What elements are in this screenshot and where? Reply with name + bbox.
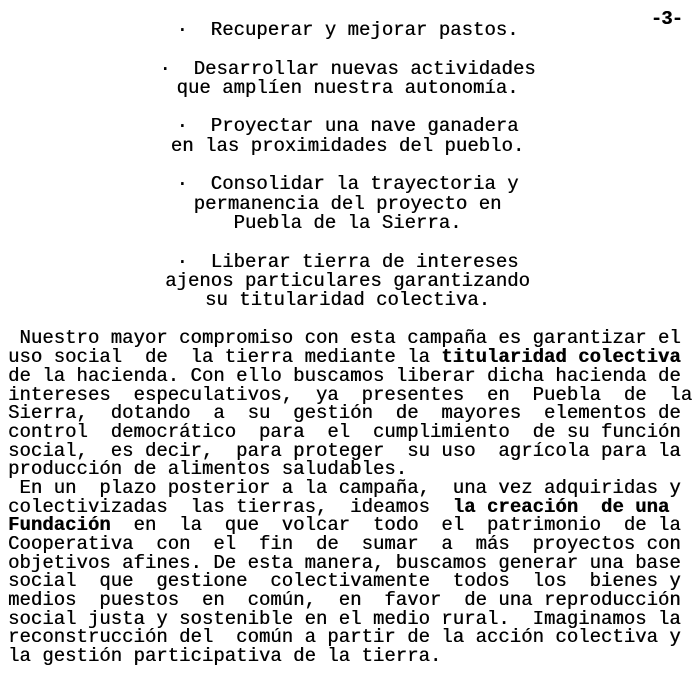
bullet-line: en las proximidades del pueblo. xyxy=(170,134,525,157)
text: medios puestos en común, en favor de una reproducción xyxy=(8,589,681,612)
bullet-item xyxy=(0,250,695,312)
bold-text: la creación de una xyxy=(452,495,670,518)
paragraph-line xyxy=(8,647,695,666)
text: de la hacienda. Con ello buscamos liberar dicha hacienda de xyxy=(8,364,681,387)
bullet-line: · Consolidar la trayectoria y xyxy=(176,173,519,196)
paragraph xyxy=(8,329,695,479)
text: Sierra, dotando a su gestión de mayores elementos de xyxy=(8,402,681,425)
bullet-line: · Liberar tierra de intereses xyxy=(176,250,519,273)
bold-text: titularidad colectiva xyxy=(441,346,681,369)
text: control democrático para el cumplimiento de su función xyxy=(8,420,681,443)
bullet-line: · Recuperar y mejorar pastos. xyxy=(176,19,519,41)
bullet-item xyxy=(0,175,695,233)
text: en la que volcar todo el patrimonio de la xyxy=(110,514,681,537)
bullet-line: permanencia del proyecto en xyxy=(193,192,502,215)
bullet-line: ajenos particulares garantizando xyxy=(165,269,530,292)
bullet-line: que amplíen nuestra autonomía. xyxy=(176,76,519,99)
bullet-list xyxy=(0,0,695,310)
bullet-item xyxy=(0,21,695,40)
text: Cooperativa con el fin de sumar a más proyectos con xyxy=(8,533,681,556)
bullet-item xyxy=(0,117,695,156)
text: intereses especulativos, ya presentes en Puebla de la xyxy=(8,383,693,406)
text: colectivizadas las tierras, ideamos xyxy=(8,495,453,518)
text: uso social de la tierra mediante la xyxy=(8,346,442,369)
text: social, es decir, para proteger su uso agrícola para la xyxy=(8,439,681,462)
bullet-line: · Desarrollar nuevas actividades xyxy=(159,57,536,80)
bullet-line: Puebla de la Sierra. xyxy=(233,211,462,234)
text: social que gestione colectivamente todos los bienes y xyxy=(8,570,681,593)
text: social justa y sostenible en el medio rural. Imaginamos la xyxy=(8,607,681,630)
bullet-line: · Proyectar una nave ganadera xyxy=(176,115,519,138)
text: En un plazo posterior a la campaña, una vez adquiridas y xyxy=(8,476,681,499)
bullet-item xyxy=(0,57,695,99)
page-number: -3- xyxy=(650,8,682,30)
text: reconstrucción del común a partir de la acción colectiva y xyxy=(8,626,681,649)
text: la gestión participativa de la tierra. xyxy=(8,645,442,668)
bold-text: Fundación xyxy=(8,514,111,537)
text: Nuestro mayor compromiso con esta campaña es garantizar el xyxy=(8,327,681,350)
paragraphs xyxy=(0,327,695,668)
paragraph xyxy=(8,476,695,668)
text: producción de alimentos saludables. xyxy=(8,458,408,481)
bullet-line: su titularidad colectiva. xyxy=(204,289,491,312)
text: objetivos afines. De esta manera, buscamos generar una base xyxy=(8,551,681,574)
